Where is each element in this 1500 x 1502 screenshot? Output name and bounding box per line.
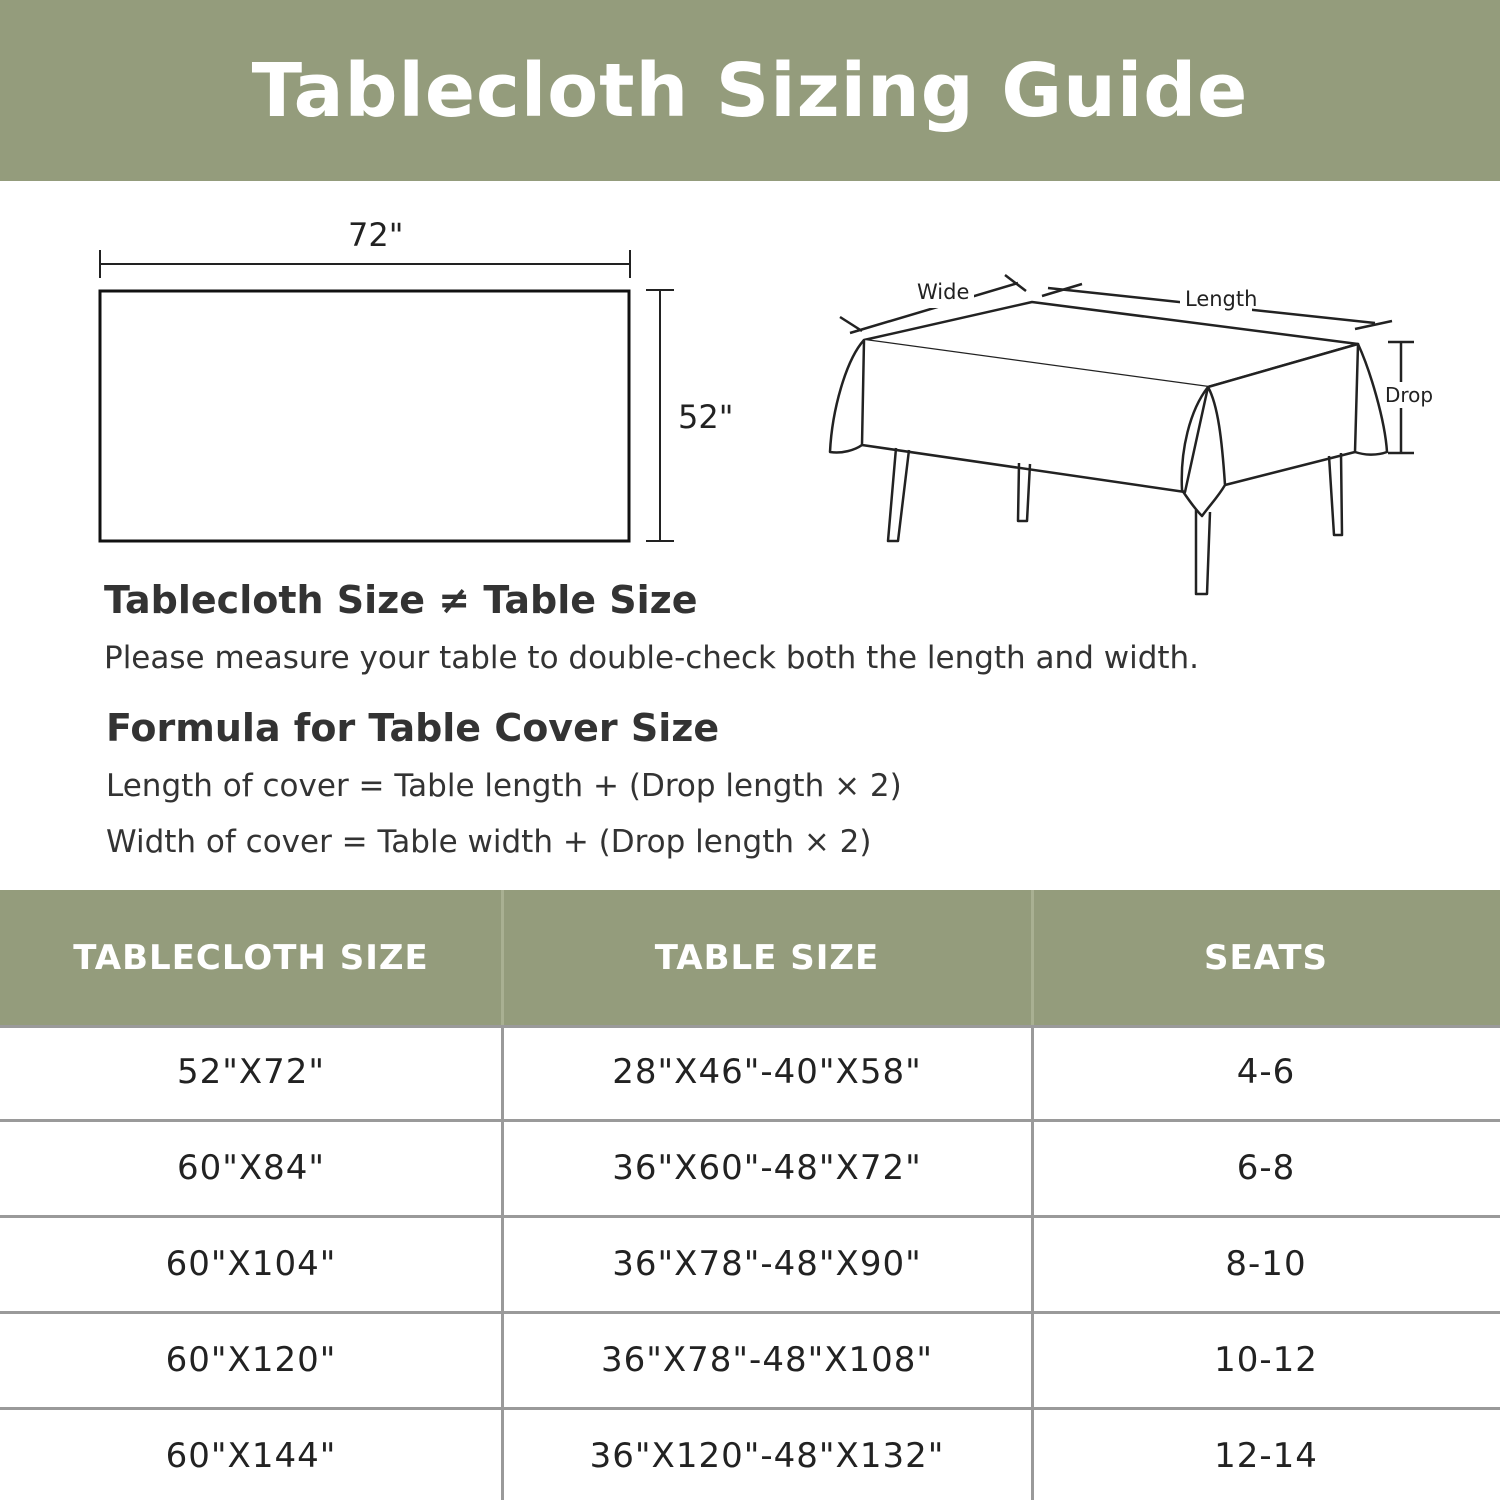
row-divider bbox=[0, 1215, 1500, 1218]
wide-label: Wide bbox=[917, 280, 970, 304]
drop-label: Drop bbox=[1385, 383, 1434, 407]
seats-cell: 12-14 bbox=[1214, 1435, 1318, 1476]
table-row bbox=[0, 1025, 1500, 1118]
title-banner bbox=[0, 0, 1500, 181]
tablecloth-size-cell: 52"X72" bbox=[176, 1051, 326, 1092]
seats-cell: 10-12 bbox=[1214, 1339, 1318, 1380]
covered-table-diagram bbox=[815, 260, 1455, 610]
length-formula: Length of cover = Table length + (Drop length × 2) bbox=[106, 768, 902, 804]
table-row bbox=[0, 1121, 1500, 1214]
table-size-cell: 36"X60"-48"X72" bbox=[612, 1147, 922, 1188]
row-divider bbox=[0, 1311, 1500, 1314]
seats-cell: 6-8 bbox=[1236, 1147, 1296, 1188]
flat-tablecloth-diagram bbox=[90, 210, 750, 560]
size-table bbox=[0, 890, 1500, 1500]
header-column-divider bbox=[501, 890, 504, 1025]
width-dimension-label: 72" bbox=[348, 216, 404, 254]
formula-heading: Formula for Table Cover Size bbox=[106, 706, 720, 750]
height-dimension-label: 52" bbox=[678, 398, 734, 436]
tablecloth-size-cell: 60"X144" bbox=[165, 1435, 337, 1476]
table-row bbox=[0, 1409, 1500, 1502]
tablecloth-size-cell: 60"X104" bbox=[165, 1243, 337, 1284]
tablecloth-size-cell: 60"X84" bbox=[176, 1147, 326, 1188]
header-tablecloth-size: TABLECLOTH SIZE bbox=[73, 937, 429, 978]
table-size-cell: 28"X46"-40"X58" bbox=[612, 1051, 922, 1092]
row-divider bbox=[0, 1407, 1500, 1410]
flat-tablecloth-drawing bbox=[90, 210, 750, 560]
size-warning-heading: Tablecloth Size ≠ Table Size bbox=[104, 578, 698, 622]
table-size-cell: 36"X120"-48"X132" bbox=[589, 1435, 945, 1476]
length-label: Length bbox=[1185, 287, 1258, 311]
measure-instruction: Please measure your table to double-check both the length and width. bbox=[104, 640, 1200, 676]
seats-cell: 4-6 bbox=[1236, 1051, 1296, 1092]
page-title: Tablecloth Sizing Guide bbox=[251, 47, 1249, 134]
table-size-cell: 36"X78"-48"X108" bbox=[600, 1339, 934, 1380]
seats-cell: 8-10 bbox=[1225, 1243, 1307, 1284]
table-row bbox=[0, 1313, 1500, 1406]
header-table-size: TABLE SIZE bbox=[654, 937, 880, 978]
row-divider bbox=[0, 1025, 1500, 1028]
table-header-row bbox=[0, 890, 1500, 1025]
tablecloth-size-cell: 60"X120" bbox=[165, 1339, 337, 1380]
row-divider bbox=[0, 1119, 1500, 1122]
table-row bbox=[0, 1217, 1500, 1310]
width-formula: Width of cover = Table width + (Drop length × 2) bbox=[106, 824, 872, 860]
header-seats: SEATS bbox=[1203, 937, 1329, 978]
header-column-divider bbox=[1031, 890, 1034, 1025]
covered-table-drawing bbox=[815, 260, 1455, 610]
table-size-cell: 36"X78"-48"X90" bbox=[612, 1243, 922, 1284]
